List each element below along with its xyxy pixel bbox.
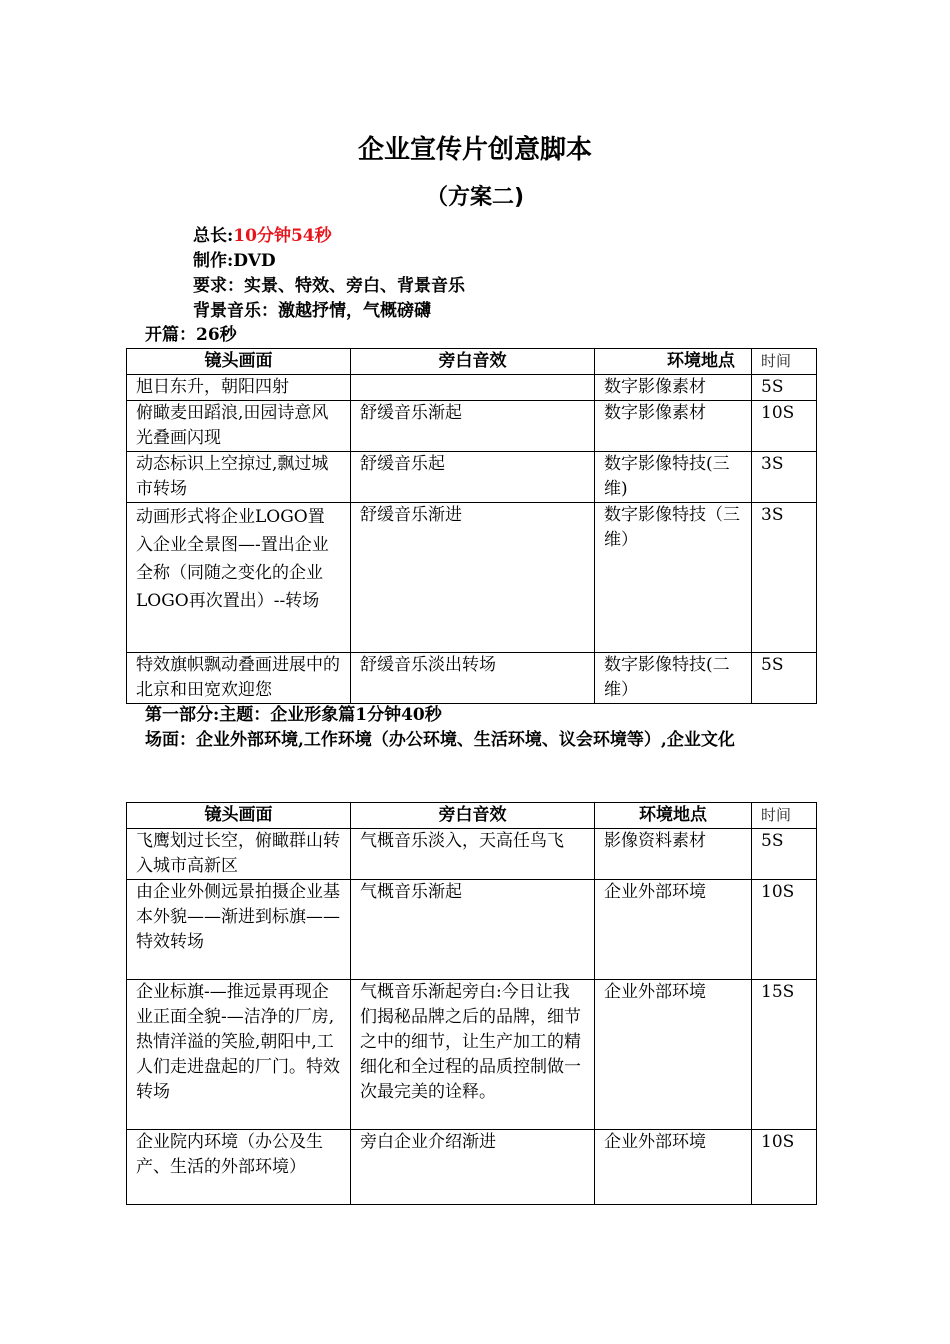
header-time: 时间 <box>752 803 817 829</box>
part1-scene: 场面：企业外部环境,工作环境（办公环境、生活环境、议会环境等）,企业文化 <box>145 730 735 750</box>
cell-narration: 气概音乐淡入，天高任鸟飞 <box>351 829 595 880</box>
requirements-line: 要求：实景、特效、旁白、背景音乐 <box>193 276 465 296</box>
cell-location: 企业外部环境 <box>595 980 752 1130</box>
cell-location: 数字影像素材 <box>595 375 752 401</box>
table-row <box>127 1130 817 1205</box>
header-location: 环境地点 <box>595 803 752 829</box>
cell-shot: 动态标识上空掠过,飘过城市转场 <box>127 452 351 503</box>
cell-time: 10S <box>752 401 817 452</box>
table-row <box>127 401 817 452</box>
cell-location: 企业外部环境 <box>595 880 752 980</box>
cell-narration: 舒缓音乐渐进 <box>351 503 595 653</box>
cell-narration: 舒缓音乐渐起 <box>351 401 595 452</box>
cell-shot: 由企业外侧远景拍摄企业基本外貌——渐进到标旗——特效转场 <box>127 880 351 980</box>
cell-narration: 舒缓音乐淡出转场 <box>351 653 595 704</box>
table-row <box>127 829 817 880</box>
cell-time: 5S <box>752 829 817 880</box>
cell-time: 10S <box>752 1130 817 1205</box>
opening-table <box>126 348 817 704</box>
table-row <box>127 503 817 653</box>
table-row <box>127 452 817 503</box>
cell-shot: 企业标旗-—推远景再现企业正面全貌-—洁净的厂房,热情洋溢的笑脸,朝阳中,工人们走进盘起的厂门。特效转场 <box>127 980 351 1130</box>
table-header-row <box>127 349 817 375</box>
cell-shot: 俯瞰麦田蹈浪,田园诗意风光叠画闪现 <box>127 401 351 452</box>
cell-shot: 旭日东升，朝阳四射 <box>127 375 351 401</box>
cell-shot: 飞鹰划过长空，俯瞰群山转入城市高新区 <box>127 829 351 880</box>
duration-line <box>193 224 332 249</box>
cell-narration <box>351 375 595 401</box>
format-line: 制作:DVD <box>193 251 276 271</box>
header-location: 环境地点 <box>595 349 752 375</box>
part1-heading: 第一部分:主题：企业形象篇1分钟40秒 <box>145 705 442 725</box>
cell-shot: 动画形式将企业LOGO置入企业全景图—-置出企业全称（同随之变化的企业LOGO再次置出）--转场 <box>127 503 351 653</box>
cell-location: 影像资料素材 <box>595 829 752 880</box>
header-narration: 旁白音效 <box>351 803 595 829</box>
header-shot: 镜头画面 <box>127 803 351 829</box>
cell-location: 企业外部环境 <box>595 1130 752 1205</box>
table-row <box>127 980 817 1130</box>
cell-time: 5S <box>752 653 817 704</box>
opening-heading: 开篇：26秒 <box>145 325 237 345</box>
document-title: 企业宣传片创意脚本 <box>357 135 592 165</box>
cell-location: 数字影像特技(二维） <box>595 653 752 704</box>
cell-narration: 舒缓音乐起 <box>351 452 595 503</box>
cell-time: 3S <box>752 503 817 653</box>
document-subtitle: （方案二) <box>425 185 525 210</box>
header-time: 时间 <box>752 349 817 375</box>
cell-location: 数字影像特技（三维） <box>595 503 752 653</box>
duration-value: 10分钟54秒 <box>233 226 332 246</box>
cell-narration: 气概音乐渐起旁白:今日让我们揭秘品牌之后的品牌，细节之中的细节，让生产加工的精细化和全过程的品质控制做一次最完美的诠释。 <box>351 980 595 1130</box>
header-narration: 旁白音效 <box>351 349 595 375</box>
table-row <box>127 653 817 704</box>
table-row <box>127 880 817 980</box>
table-row <box>127 375 817 401</box>
cell-time: 15S <box>752 980 817 1130</box>
header-shot: 镜头画面 <box>127 349 351 375</box>
cell-time: 5S <box>752 375 817 401</box>
cell-shot: 企业院内环境（办公及生产、生活的外部环境） <box>127 1130 351 1205</box>
music-line: 背景音乐：激越抒情，气概磅礴 <box>193 301 431 321</box>
cell-time: 3S <box>752 452 817 503</box>
cell-time: 10S <box>752 880 817 980</box>
cell-location: 数字影像特技(三维) <box>595 452 752 503</box>
part1-table <box>126 802 817 1205</box>
cell-shot: 特效旗帜飘动叠画进展中的北京和田宽欢迎您 <box>127 653 351 704</box>
duration-label: 总长: <box>193 226 234 246</box>
cell-location: 数字影像素材 <box>595 401 752 452</box>
cell-narration: 旁白企业介绍渐进 <box>351 1130 595 1205</box>
table-header-row <box>127 803 817 829</box>
cell-narration: 气概音乐渐起 <box>351 880 595 980</box>
